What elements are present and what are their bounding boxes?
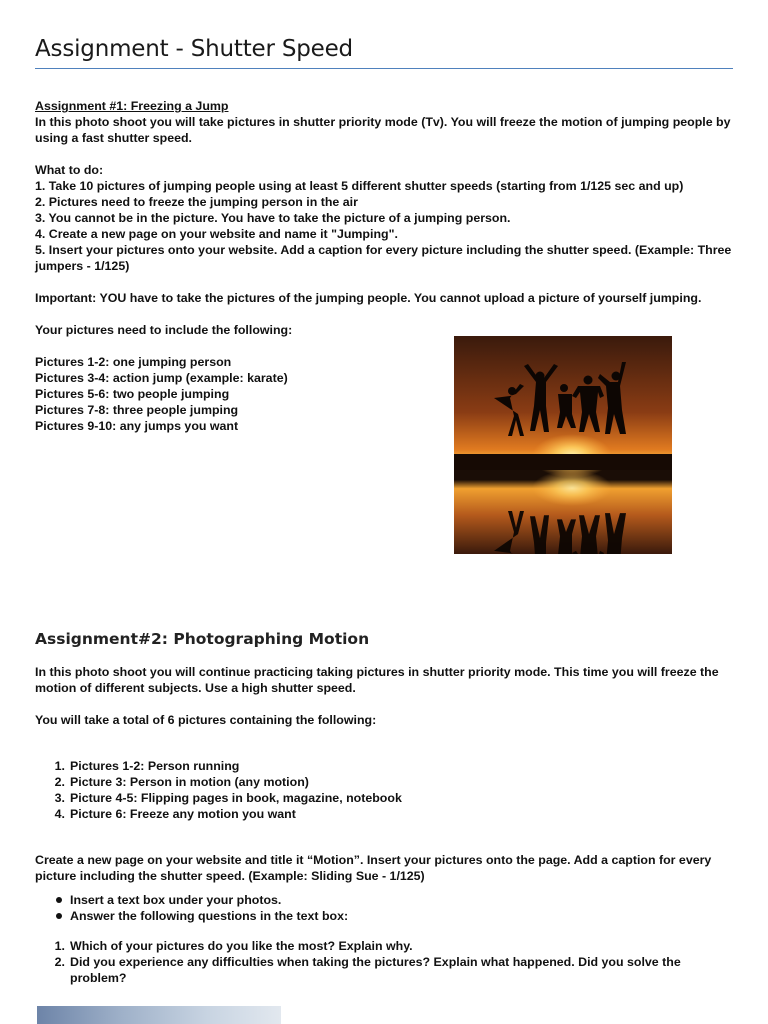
list-item: 4. Picture 6: Freeze any motion you want xyxy=(54,807,296,821)
bottom-photo-partial xyxy=(37,1006,281,1024)
picture-item: Pictures 3-4: action jump (example: karate) xyxy=(35,371,288,385)
bullet-item: Answer the following questions in the text box: xyxy=(35,908,735,924)
bullet-item: Insert a text box under your photos. xyxy=(35,892,735,908)
assignment-2-section xyxy=(35,664,735,986)
picture-item: Pictures 1-2: one jumping person xyxy=(35,355,232,369)
assignment-1-heading: Assignment #1: Freezing a Jump xyxy=(35,99,229,113)
list-item: 1. Pictures 1-2: Person running xyxy=(54,759,240,773)
document-title: Assignment - Shutter Speed xyxy=(35,36,353,62)
picture-item: Pictures 7-8: three people jumping xyxy=(35,403,239,417)
assignment-2-heading: Assignment#2: Photographing Motion xyxy=(35,630,370,648)
instruction-bullets xyxy=(35,892,735,924)
questions-list xyxy=(35,938,735,986)
motion-picture-list xyxy=(35,758,735,822)
title-underline xyxy=(35,68,733,69)
picture-item: Pictures 9-10: any jumps you want xyxy=(35,419,239,433)
total-pictures-text: You will take a total of 6 pictures containing the following: xyxy=(35,713,377,727)
include-heading: Your pictures need to include the following: xyxy=(35,323,293,337)
step-item: 2. Pictures need to freeze the jumping person in the air xyxy=(35,195,358,209)
step-item: 4. Create a new page on your website and name it "Jumping". xyxy=(35,227,398,241)
step-item: 5. Insert your pictures onto your website. Add a caption for every picture including the shutter speed. (Example: Three jumpers - 1/125) xyxy=(35,243,732,273)
assignment-1-intro: In this photo shoot you will take pictures in shutter priority mode (Tv). You will freeze the motion of jumping people by using a fast shutter speed. xyxy=(35,115,731,145)
what-to-do-label: What to do: xyxy=(35,163,104,177)
assignment-2-intro: In this photo shoot you will continue practicing taking pictures in shutter priority mode. This time you will freeze the motion of different subjects. Use a high shutter speed. xyxy=(35,665,719,695)
question-item: 2. Did you experience any difficulties when taking the pictures? Explain what happened. Did you solve the problem? xyxy=(54,955,681,985)
question-item: 1. Which of your pictures do you like the most? Explain why. xyxy=(54,939,413,953)
picture-item: Pictures 5-6: two people jumping xyxy=(35,387,230,401)
list-item: 2. Picture 3: Person in motion (any motion) xyxy=(54,775,309,789)
step-item: 1. Take 10 pictures of jumping people using at least 5 different shutter speeds (starting from 1/125 sec and up) xyxy=(35,179,684,193)
jumping-people-photo xyxy=(454,336,672,554)
create-page-text: Create a new page on your website and title it “Motion”. Insert your pictures onto the page. Add a caption for every picture including the shutter speed. (Example: Sliding Sue - 1/125) xyxy=(35,853,712,883)
list-item: 3. Picture 4-5: Flipping pages in book, magazine, notebook xyxy=(54,791,402,805)
important-note: Important: YOU have to take the pictures of the jumping people. You cannot upload a picture of yourself jumping. xyxy=(35,291,702,305)
step-item: 3. You cannot be in the picture. You have to take the picture of a jumping person. xyxy=(35,211,511,225)
